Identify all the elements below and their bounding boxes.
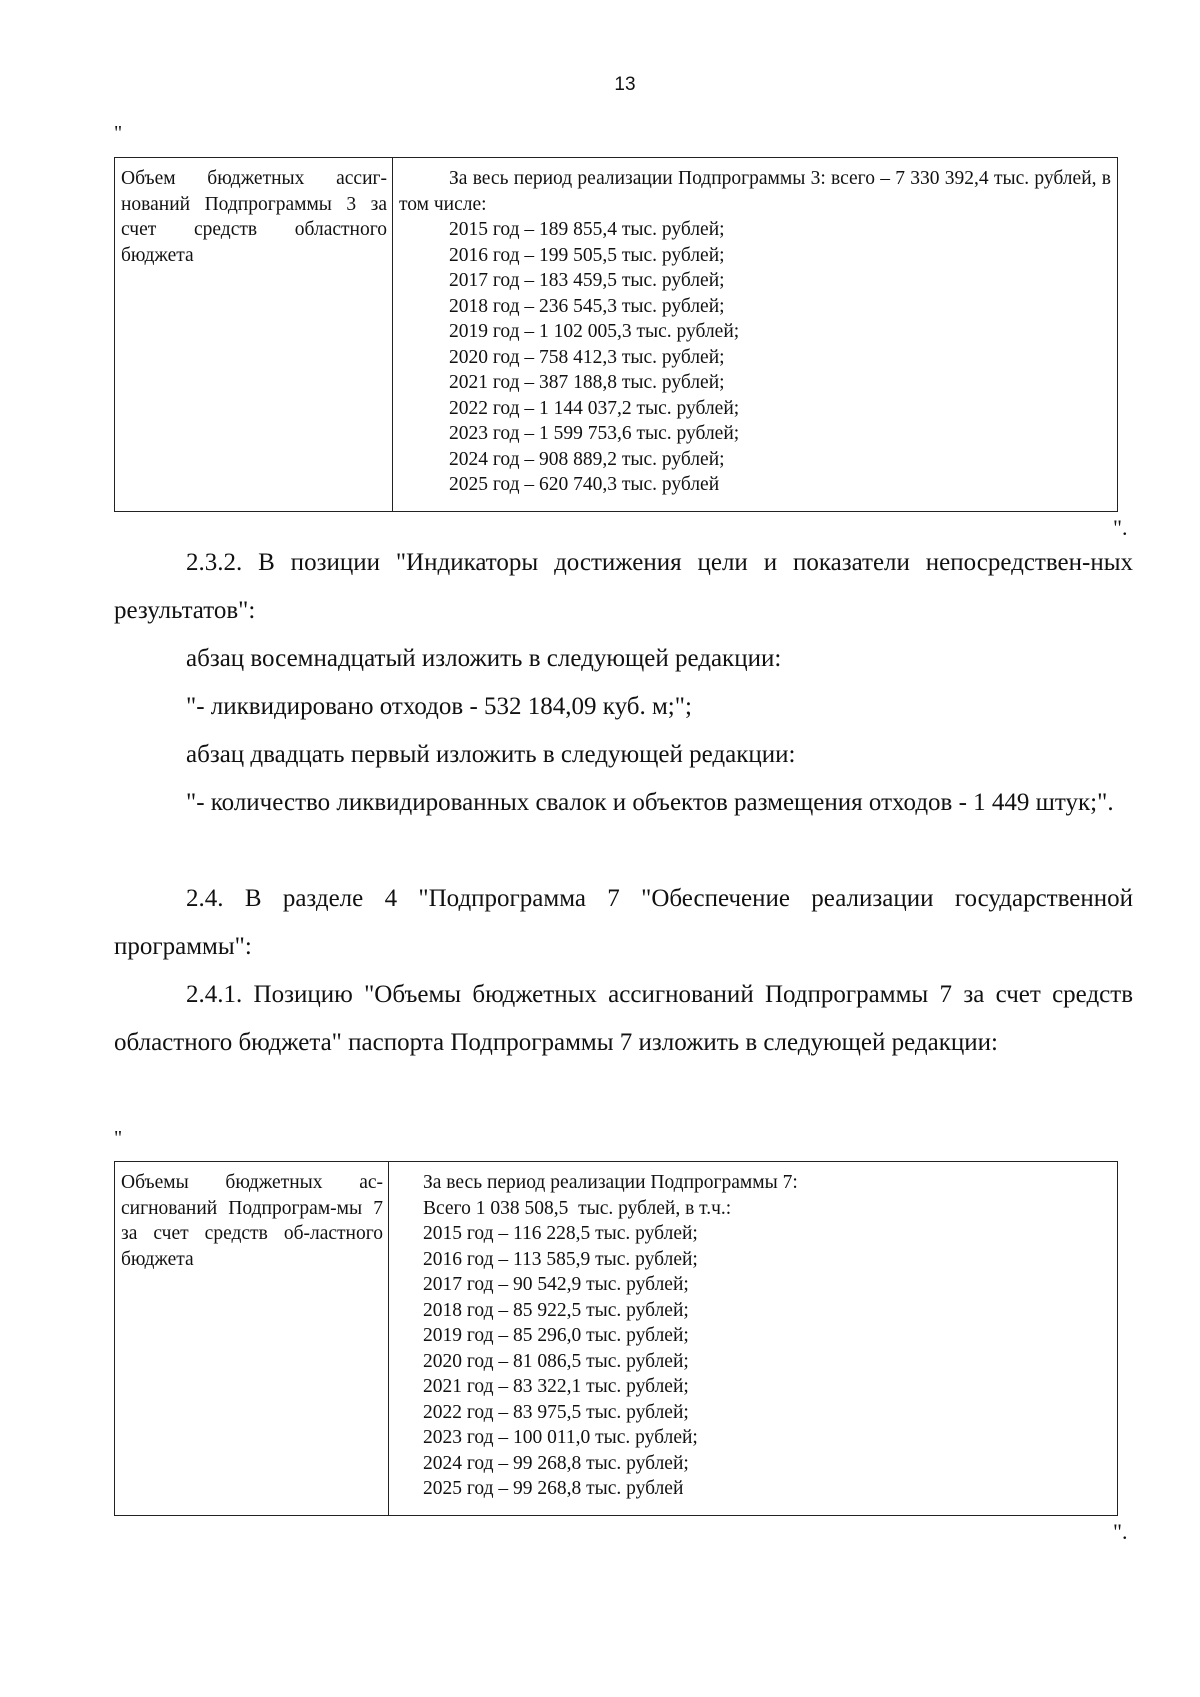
table2-label-cell: Объемы бюджетных ас-сигнований Подпрограм-мы 7 за счет средств об-ластного бюджета — [115, 1162, 389, 1515]
table2-year-line: 2023 год – 100 011,0 тыс. рублей; — [423, 1427, 698, 1448]
table2-year-line: 2020 год – 81 086,5 тыс. рублей; — [423, 1350, 689, 1372]
paragraph-abzac-21: абзац двадцать первый изложить в следующей редакции: — [186, 741, 796, 768]
table1-year-line: 2025 год – 620 740,3 тыс. рублей — [449, 474, 720, 495]
table1-year-line: 2021 год – 387 188,8 тыс. рублей; — [449, 372, 725, 393]
paragraph-2-4: 2.4. В разделе 4 "Подпрограмма 7 "Обеспечение реализации государственной программы": — [114, 885, 1133, 960]
budget-table-subprogram-7 — [114, 1161, 1118, 1516]
table1-year-line: 2024 год – 908 889,2 тыс. рублей; — [449, 448, 725, 470]
table2-year-line: 2016 год – 113 585,9 тыс. рублей; — [423, 1248, 698, 1270]
page-number: 13 — [614, 74, 636, 95]
table1-value-cell — [393, 158, 1117, 511]
table1-year-line: 2022 год – 1 144 037,2 тыс. рублей; — [449, 397, 740, 419]
table2-year-line: 2017 год – 90 542,9 тыс. рублей; — [423, 1274, 689, 1295]
paragraph-dumps-count: "- количество ликвидированных свалок и объектов размещения отходов - 1 449 штук;". — [186, 789, 1114, 816]
table1-intro: За весь период реализации Подпрограммы 3: всего – 7 330 392,4 тыс. рублей, в том числе: — [399, 168, 1111, 215]
opening-quote-1: " — [114, 122, 123, 144]
table1-year-line: 2016 год – 199 505,5 тыс. рублей; — [449, 244, 725, 266]
table1-year-line: 2020 год – 758 412,3 тыс. рублей; — [449, 346, 725, 368]
closing-quote-2: ". — [1113, 1519, 1128, 1544]
table2-year-line: 2022 год – 83 975,5 тыс. рублей; — [423, 1401, 689, 1423]
opening-quote-2: " — [114, 1127, 123, 1149]
table2-year-line: 2024 год – 99 268,8 тыс. рублей; — [423, 1452, 689, 1474]
table2-year-line: 2018 год – 85 922,5 тыс. рублей; — [423, 1299, 689, 1321]
closing-quote-1: ". — [1113, 515, 1128, 540]
budget-table-subprogram-3 — [114, 157, 1118, 512]
paragraph-2-3-2: 2.3.2. В позиции "Индикаторы достижения цели и показатели непосредствен-ных результатов": — [114, 549, 1133, 624]
table2-line: За весь период реализации Подпрограммы 7: — [423, 1172, 798, 1193]
table2-year-line: 2019 год – 85 296,0 тыс. рублей; — [423, 1325, 689, 1346]
table2-year-line: 2015 год – 116 228,5 тыс. рублей; — [423, 1223, 698, 1244]
table1-year-line: 2023 год – 1 599 753,6 тыс. рублей; — [449, 423, 740, 444]
table1-year-line: 2015 год – 189 855,4 тыс. рублей; — [449, 219, 725, 240]
table2-year-line: 2021 год – 83 322,1 тыс. рублей; — [423, 1376, 689, 1397]
paragraph-waste-volume: "- ликвидировано отходов - 532 184,09 куб. м;"; — [186, 693, 692, 720]
table1-year-line: 2017 год – 183 459,5 тыс. рублей; — [449, 270, 725, 291]
table2-line: Всего 1 038 508,5 тыс. рублей, в т.ч.: — [423, 1197, 732, 1219]
paragraph-abzac-18: абзац восемнадцатый изложить в следующей редакции: — [186, 645, 782, 672]
paragraph-2-4-1: 2.4.1. Позицию "Объемы бюджетных ассигнований Подпрограммы 7 за счет средств областного бюджета" паспорта Подпрограммы 7 изложить в следующей редакции: — [114, 981, 1133, 1056]
table2-value-cell — [389, 1162, 1117, 1515]
table2-year-line: 2025 год – 99 268,8 тыс. рублей — [423, 1478, 684, 1499]
table1-year-line: 2019 год – 1 102 005,3 тыс. рублей; — [449, 321, 740, 342]
table1-label-cell: Объем бюджетных ассиг-нований Подпрограммы 3 за счет средств областного бюджета — [115, 158, 393, 511]
table1-year-line: 2018 год – 236 545,3 тыс. рублей; — [449, 295, 725, 317]
